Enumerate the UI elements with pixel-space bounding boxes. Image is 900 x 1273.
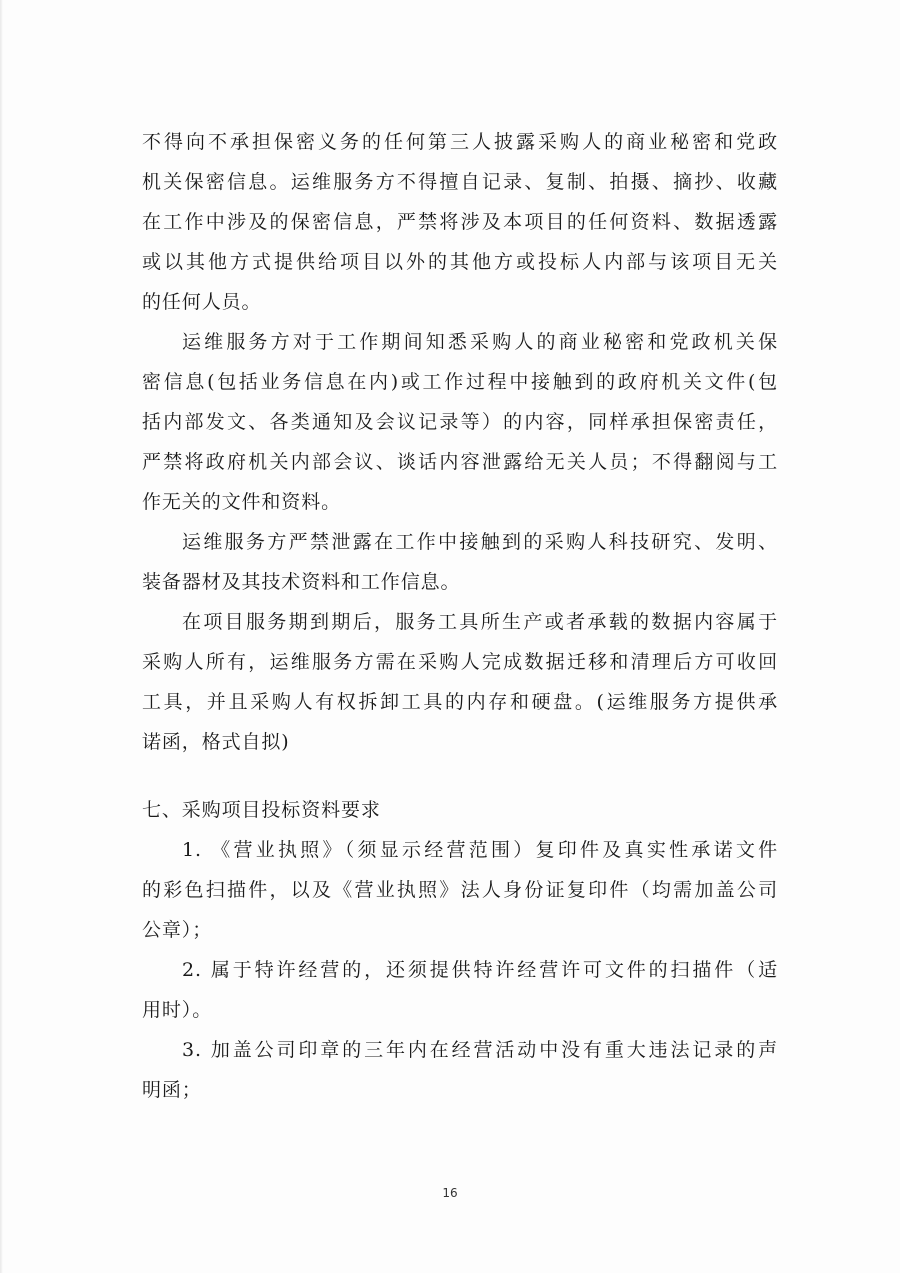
text-line: 或以其他方式提供给项目以外的其他方或投标人内部与该项目无关 — [142, 251, 778, 273]
text-line: 公章）； — [142, 919, 213, 941]
text-line: 运维服务方对于工作期间知悉采购人的商业秘密和党政机关保 — [182, 331, 778, 353]
text-line: 括内部发文、各类通知及会议记录等）的内容，同样承担保密责任， — [142, 411, 778, 433]
text-line: 的任何人员。 — [142, 291, 262, 313]
text-line: 明函； — [142, 1079, 202, 1101]
text-line: 工具，并且采购人有权拆卸工具的内存和硬盘。(运维服务方提供承 — [142, 691, 778, 713]
text-line: 密信息(包括业务信息在内)或工作过程中接触到的政府机关文件(包 — [142, 371, 778, 393]
text-line: 作无关的文件和资料。 — [142, 491, 342, 513]
text-line: 用时）。 — [142, 999, 213, 1021]
security-paragraph-2 — [142, 322, 778, 522]
text-line: 在项目服务期到期后，服务工具所生产或者承载的数据内容属于 — [182, 611, 778, 633]
text-line: 3. 加盖公司印章的三年内在经营活动中没有重大违法记录的声 — [182, 1039, 778, 1061]
text-line: 运维服务方严禁泄露在工作中接触到的采购人科技研究、发明、 — [182, 531, 778, 553]
text-line: 1. 《营业执照》（须显示经营范围）复印件及真实性承诺文件 — [182, 839, 778, 861]
text-line: 采购人所有，运维服务方需在采购人完成数据迁移和清理后方可收回 — [142, 651, 778, 673]
text-line: 不得向不承担保密义务的任何第三人披露采购人的商业秘密和党政 — [142, 131, 778, 153]
requirement-item-2 — [142, 950, 778, 1030]
text-line: 的彩色扫描件，以及《营业执照》法人身份证复印件（均需加盖公司 — [142, 879, 778, 901]
text-line: 机关保密信息。运维服务方不得擅自记录、复制、拍摄、摘抄、收藏 — [142, 171, 778, 193]
requirement-item-1 — [142, 830, 778, 950]
section-gap — [142, 762, 778, 790]
requirement-item-3 — [142, 1030, 778, 1110]
section-heading: 七、采购项目投标资料要求 — [142, 799, 381, 821]
text-line: 在工作中涉及的保密信息，严禁将涉及本项目的任何资料、数据透露 — [142, 211, 778, 233]
text-line: 2. 属于特许经营的，还须提供特许经营许可文件的扫描件（适 — [182, 959, 778, 981]
text-line: 装备器材及其技术资料和工作信息。 — [142, 571, 461, 593]
security-paragraph-1 — [142, 122, 778, 322]
security-paragraph-3 — [142, 522, 778, 602]
text-line: 严禁将政府机关内部会议、谈话内容泄露给无关人员；不得翻阅与工 — [142, 451, 778, 473]
scan-edge-shadow — [0, 0, 3, 1273]
page-number: 16 — [442, 1186, 458, 1200]
security-paragraph-4 — [142, 602, 778, 762]
page-content — [142, 122, 778, 1110]
text-line: 诺函，格式自拟) — [142, 731, 290, 753]
